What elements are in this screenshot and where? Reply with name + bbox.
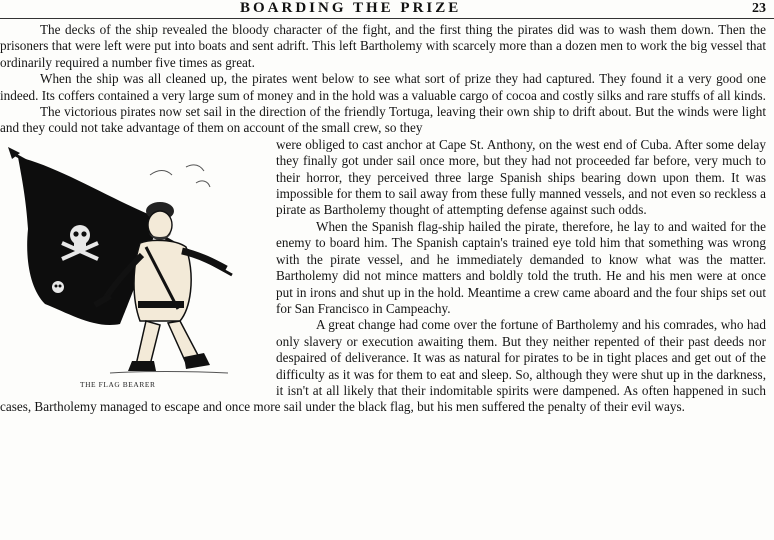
paragraph-1: The decks of the ship revealed the bloody character of the fight, and the first thing the pirates did was to wash them down. Then the prisoners that were left were put into boats and sent adrift. This left Bartholemy with scarcely more than a dozen men to work the big vessel that ordinarily required a number five times as great. bbox=[0, 22, 766, 70]
paragraph-4: When the Spanish flag-ship hailed the pirate, therefore, he lay to and waited for the enemy to board him. The Spanish captain's trained eye told him that something was wrong with the pirate vessel, and he immediately demanded to know what was the matter. Bartholemy did not mince matters and boldly told the truth. He and his men were at once put in irons and shut up in the hold. Meantime a crew came aboard and the four ships set out for San Francisco in Campeachy. bbox=[276, 218, 766, 316]
paragraph-3-lead: The victorious pirates now set sail in the direction of the friendly Tortuga, leaving their own ship to drift about. But the winds were light and they could not take advantage of them on account of the small crew, so they bbox=[0, 104, 766, 136]
body-text bbox=[0, 22, 766, 416]
pirate-flag-bearer-illustration bbox=[0, 139, 265, 375]
header-rule bbox=[0, 18, 774, 19]
illustration-figure bbox=[0, 137, 270, 399]
figure-caption: THE FLAG BEARER bbox=[80, 379, 156, 389]
page-number: 23 bbox=[752, 1, 766, 16]
running-head: BOARDING THE PRIZE bbox=[240, 0, 462, 16]
paragraph-3-continued: were obliged to cast anchor at Cape St. Anthony, on the west end of Cuba. After some delay they finally got under sail once more, but they had not proceeded far before, very much to their horror, they perceived three large Spanish ships bearing down upon them. It was impossible for them to sail away from these fully manned vessels, and not even so reckless a pirate as Bartholemy thought of attempting defense against such odds. bbox=[276, 136, 766, 218]
paragraph-5: A great change had come over the fortune of Bartholemy and his comrades, who had only slavery or execution awaiting them. But they neither repented of their past deeds nor despaired of deliverance. It was as natural for pirates to be in tight places and get out of the difficulty as it was for them to eat and sleep. So, although they were shut up in the darkness, it isn't at all likely that their indomitable spirits were dampened. As often happened in such cases, Bartholemy managed to escape and once more sail under the black flag, but his men suffered the penalty of their evil ways. bbox=[0, 317, 766, 415]
page-header bbox=[0, 0, 774, 18]
paragraph-2: When the ship was all cleaned up, the pirates went below to see what sort of prize they had captured. They found it a very good one indeed. Its coffers contained a very large sum of money and in the hold was a valuable cargo of cocoa and costly silks and rare stuffs of all kinds. bbox=[0, 71, 766, 103]
